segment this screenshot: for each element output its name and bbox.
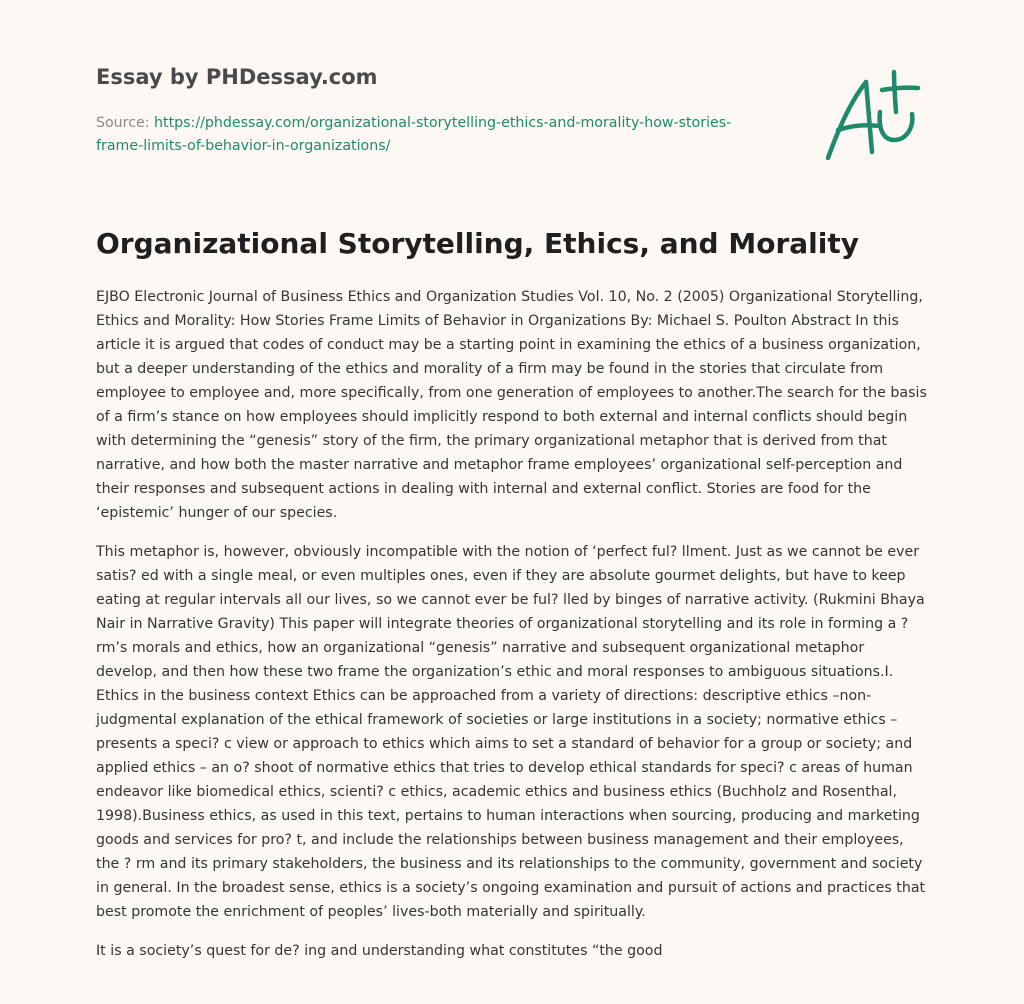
site-brand: Essay by PHDessay.com xyxy=(96,65,378,89)
source-line xyxy=(96,112,756,158)
article-paragraph: This metaphor is, however, obviously incompatible with the notion of ‘perfect ful? llment. Just as we cannot be ever satis? ed with a single meal, or even multiples ones, even if they are absolute gourmet delights, but have to keep eating at regular intervals all our lives, so we cannot ever be ful? lled by binges of narrative activity. (Rukmini Bhaya Nair in Narrative Gravity) This paper will integrate theories of organizational storytelling and its role in forming a ? rm’s morals and ethics, how an organizational “genesis” narrative and subsequent organizational metaphor develop, and then how these two frame the organization’s ethic and moral responses to ambiguous situations.I. Ethics in the business context Ethics can be approached from a variety of directions: descriptive ethics –non-judgmental explanation of the ethical framework of societies or large institutions in a society; normative ethics – presents a speci? c view or approach to ethics which aims to set a standard of behavior for a group or society; and applied ethics – an o? shoot of normative ethics that tries to develop ethical standards for speci? c areas of human endeavor like biomedical ethics, scienti? c ethics, academic ethics and business ethics (Buchholz and Rosenthal, 1998).Business ethics, as used in this text, pertains to human interactions when sourcing, producing and marketing goods and services for pro? t, and include the relationships between business management and their employees, the ? rm and its primary stakeholders, the business and its relationships to the community, government and society in general. In the broadest sense, ethics is a society’s ongoing examination and pursuit of actions and practices that best promote the enrichment of peoples’ lives-both materially and spiritually. xyxy=(96,544,926,920)
article-paragraph: EJBO Electronic Journal of Business Ethics and Organization Studies Vol. 10, No. 2 (2005) Organizational Storytelling, Ethics and Morality: How Stories Frame Limits of Behavior in Organizations By: Michael S. Poulton Abstract In this article it is argued that codes of conduct may be a starting point in examining the ethics of a business organization, but a deeper understanding of the ethics and morality of a firm may be found in the stories that circulate from employee to employee and, more specifically, from one generation of employees to another.The search for the basis of a firm’s stance on how employees should implicitly respond to both external and internal conflicts should begin with determining the “genesis” story of the firm, the primary organizational metaphor that is derived from that narrative, and how both the master narrative and metaphor frame employees’ organizational self-perception and their responses and subsequent actions in dealing with internal and external conflict. Stories are food for the ‘epistemic’ hunger of our species. xyxy=(96,289,927,521)
source-link[interactable]: https://phdessay.com/organizational-storytelling-ethics-and-morality-how-stories-frame-limits-of-behavior-in-organizations/ xyxy=(96,115,732,154)
page-header xyxy=(96,62,756,158)
article-paragraph: It is a society’s quest for de? ing and understanding what constitutes “the good xyxy=(96,943,663,959)
source-label: Source: xyxy=(96,115,155,131)
article-body xyxy=(96,285,928,978)
article-title: Organizational Storytelling, Ethics, and Morality xyxy=(96,227,859,260)
a-plus-grade-icon xyxy=(820,68,930,168)
